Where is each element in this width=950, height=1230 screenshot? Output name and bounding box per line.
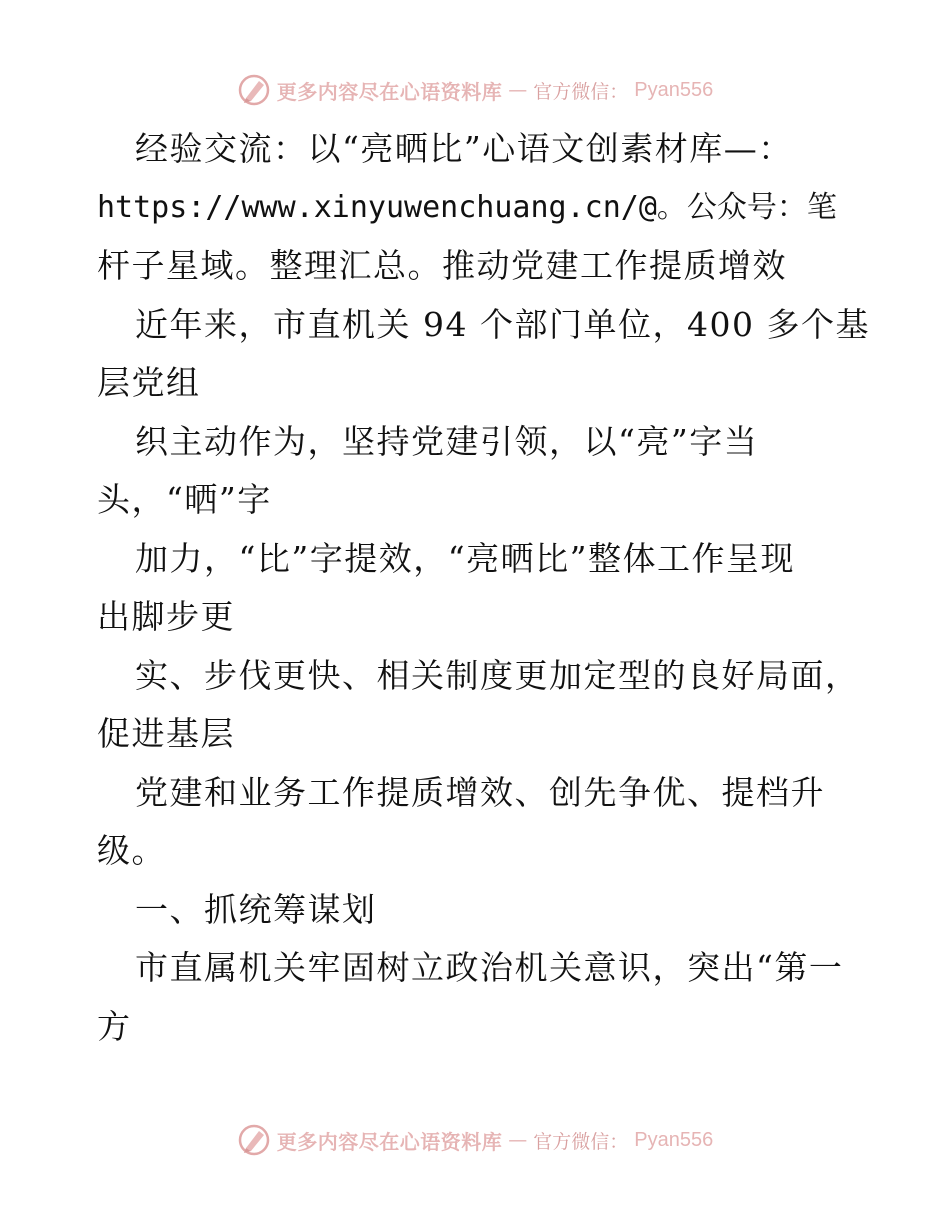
banner-wechat-id: Pyan556 [634,1128,714,1151]
body-line-4: 近年来，市直机关 94 个部门单位，400 多个基 [135,304,870,344]
document-body [97,120,870,1056]
body-line-8: 加力，“比”字提效，“亮晒比”整体工作呈现 [135,538,795,578]
body-line-2: https://www.xinyuwenchuang.cn/@。公众号：笔 [97,189,837,225]
body-line-15: 市直属机关牢固树立政治机关意识，突出“第一 [135,948,844,987]
body-line-9: 出脚步更 [97,597,235,636]
body-line-10: 实、步伐更快、相关制度更加定型的良好局面， [135,655,860,695]
section-heading: 一、抓统筹谋划 [135,889,377,929]
footer-watermark-banner [0,1120,950,1160]
body-line-16: 方 [97,1006,132,1046]
banner-wechat-label: 官方微信： [533,80,629,103]
body-line-12: 党建和业务工作提质增效、创先争优、提档升 [135,772,825,812]
body-line-11: 促进基层 [97,714,235,753]
body-line-7: 头，“晒”字 [97,480,272,519]
header-watermark-banner [0,70,950,110]
body-line-13: 级。 [97,831,166,870]
body-line-3: 杆子星域。整理汇总。推动党建工作提质增效 [97,246,787,285]
banner-wechat-id: Pyan556 [634,78,714,101]
banner-text: 更多内容尽在心语资料库 [276,79,503,104]
banner-dash: — [508,1129,528,1151]
body-line-1: 经验交流：以“亮晒比”心语文创素材库—： [135,129,793,168]
banner-text: 更多内容尽在心语资料库 [276,1129,503,1154]
banner-wechat-label: 官方微信： [533,1130,629,1153]
pen-seal-icon [237,73,271,107]
banner-dash: — [508,79,528,101]
body-line-6: 织主动作为，坚持党建引领，以“亮”字当 [135,421,759,461]
body-line-5: 层党组 [97,363,201,402]
pen-seal-icon [237,1123,271,1157]
